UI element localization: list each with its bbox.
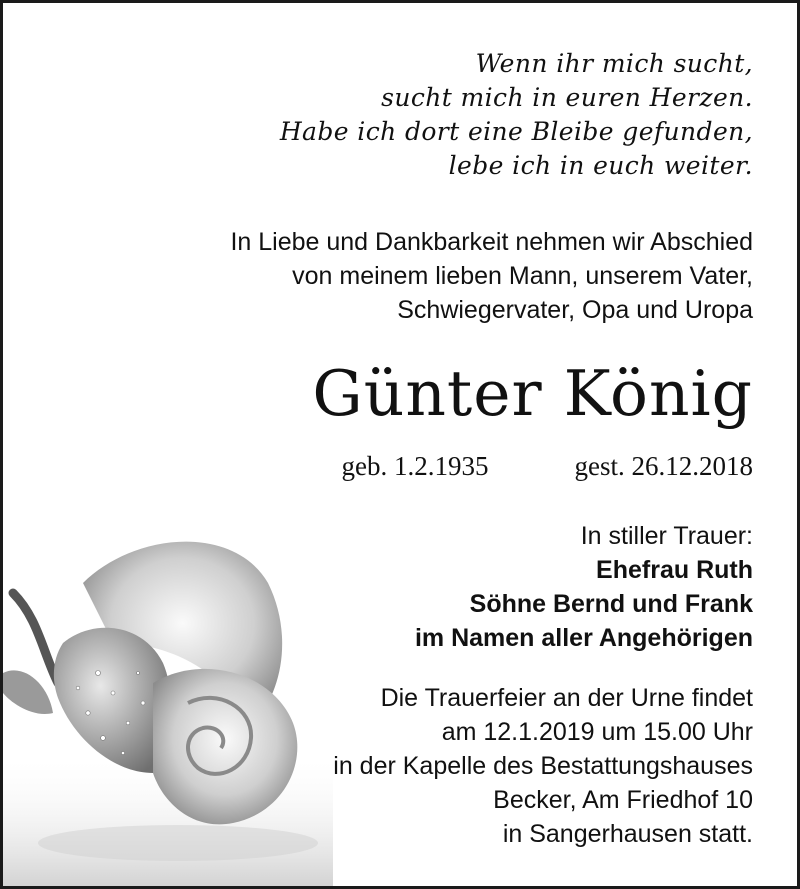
mourners-heading: In stiller Trauer:: [580, 522, 753, 550]
funeral-line: in Sangerhausen statt.: [502, 820, 753, 848]
mourner-line: im Namen aller Angehörigen: [414, 624, 753, 652]
birth-date: geb. 1.2.1935: [341, 451, 489, 481]
poem-line: Habe ich dort eine Bleibe gefunden,: [279, 117, 753, 146]
poem-line: lebe ich in euch weiter.: [448, 151, 753, 180]
funeral-line: Die Trauerfeier an der Urne findet: [380, 684, 753, 712]
death-date: gest. 26.12.2018: [574, 451, 753, 481]
mourner-line: Söhne Bernd und Frank: [469, 590, 753, 618]
mourner-line: Ehefrau Ruth: [596, 556, 753, 584]
farewell-line: Schwiegervater, Opa und Uropa: [397, 296, 753, 324]
deceased-name: Günter König: [312, 357, 753, 430]
mourners: [415, 519, 753, 655]
rose-image: [3, 523, 333, 889]
farewell-text: [230, 225, 753, 327]
farewell-line: In Liebe und Dankbarkeit nehmen wir Abschied: [230, 228, 753, 256]
funeral-line: am 12.1.2019 um 15.00 Uhr: [441, 718, 753, 746]
life-dates: [342, 449, 753, 483]
farewell-line: von meinem lieben Mann, unserem Vater,: [292, 262, 753, 290]
funeral-line: in der Kapelle des Bestattungshauses: [333, 752, 753, 780]
funeral-details: [333, 681, 753, 851]
poem: [280, 47, 753, 183]
poem-line: sucht mich in euren Herzen.: [381, 83, 753, 112]
poem-line: Wenn ihr mich sucht,: [475, 49, 753, 78]
funeral-line: Becker, Am Friedhof 10: [493, 786, 753, 814]
